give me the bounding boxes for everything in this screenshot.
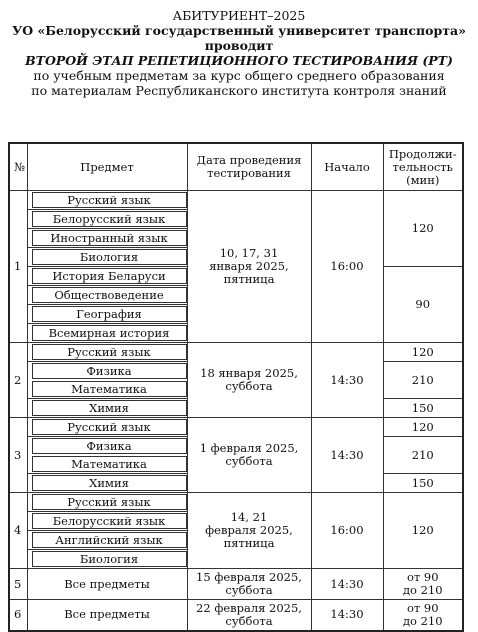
subject-cell — [27, 324, 187, 343]
subject-cell — [27, 286, 187, 305]
subject-cell — [27, 267, 187, 286]
subject-cell — [27, 493, 187, 512]
subject-label: Английский язык — [32, 532, 187, 548]
duration-cell: 120 — [383, 418, 463, 437]
subject-label: Русский язык — [32, 419, 187, 435]
subject-label: Математика — [32, 456, 187, 472]
schedule-frame — [8, 142, 462, 628]
date-line: 14, 21 — [230, 510, 268, 524]
duration-line: от 90 — [406, 600, 439, 615]
subject-cell — [27, 399, 187, 418]
duration-cell: 210 — [383, 362, 463, 399]
start-time-cell: 14:30 — [311, 600, 383, 631]
subject-label: Белорусский язык — [32, 513, 187, 529]
row-number: 5 — [9, 569, 27, 600]
subject-cell — [27, 474, 187, 493]
subject-label: Биология — [32, 551, 187, 567]
subject-label: Русский язык — [32, 344, 187, 360]
subject-label: Обществоведение — [32, 287, 187, 303]
table-row — [9, 569, 463, 600]
date-line: 18 января 2025, — [200, 366, 298, 380]
col-duration-header — [383, 143, 463, 191]
duration-line: от 90 — [406, 570, 439, 584]
subject-cell — [27, 531, 187, 550]
col-duration-header-line1: Продолжи- — [388, 146, 457, 161]
subject-cell — [27, 512, 187, 531]
header-title: АБИТУРИЕНТ–2025 — [172, 8, 306, 23]
row-number: 6 — [9, 600, 27, 631]
date-cell — [187, 343, 311, 418]
subject-label: Русский язык — [32, 192, 187, 208]
subject-label: Русский язык — [32, 494, 187, 510]
subject-label: География — [32, 306, 187, 322]
col-date-header-line1: Дата проведения — [196, 153, 302, 167]
subject-label: История Беларуси — [32, 268, 187, 284]
date-cell — [187, 418, 311, 493]
subject-label: Иностранный язык — [32, 230, 187, 246]
subject-label: Всемирная история — [32, 325, 187, 341]
subject-cell — [27, 362, 187, 399]
subject-cell — [27, 191, 187, 210]
date-cell — [187, 600, 311, 631]
col-date-header-line2: тестирования — [207, 166, 291, 180]
duration-cell: 120 — [383, 343, 463, 362]
date-cell — [187, 569, 311, 600]
header-scope: по учебным предметам за курс общего среднего образования — [33, 68, 445, 83]
subject-cell — [27, 343, 187, 362]
subject-cell: Все предметы — [27, 569, 187, 600]
schedule-table — [8, 142, 464, 632]
subject-label: Физика — [32, 438, 187, 454]
row-number: 3 — [9, 418, 27, 493]
row-number: 4 — [9, 493, 27, 569]
subject-cell — [27, 550, 187, 569]
table-row — [9, 600, 463, 631]
duration-cell: 120 — [383, 191, 463, 267]
subject-label: Биология — [32, 249, 187, 265]
date-line: 22 февраля 2025, — [196, 600, 302, 615]
date-line: пятница — [223, 536, 275, 550]
row-number: 2 — [9, 343, 27, 418]
col-subject-header: Предмет — [27, 143, 187, 191]
start-time-cell: 16:00 — [311, 493, 383, 569]
date-line: суббота — [225, 454, 273, 468]
date-line: суббота — [225, 379, 273, 393]
duration-cell: 150 — [383, 474, 463, 493]
subject-cell — [27, 437, 187, 474]
subject-cell — [27, 248, 187, 267]
col-num-header: № — [9, 143, 27, 191]
start-time-cell: 14:30 — [311, 343, 383, 418]
duration-cell — [383, 600, 463, 631]
date-cell — [187, 191, 311, 343]
announcement-header — [0, 8, 478, 98]
header-source: по материалам Республиканского института контроля знаний — [31, 83, 447, 98]
date-line: 15 февраля 2025, — [196, 570, 302, 584]
subject-label: Математика — [32, 381, 187, 397]
date-line: 1 февраля 2025, — [199, 441, 299, 455]
duration-cell: 210 — [383, 437, 463, 474]
start-time-cell: 14:30 — [311, 569, 383, 600]
table-row — [9, 418, 463, 437]
date-line: суббота — [225, 613, 273, 628]
date-line: февраля 2025, — [205, 523, 293, 537]
duration-cell: 150 — [383, 399, 463, 418]
table-row — [9, 493, 463, 512]
start-time-cell: 16:00 — [311, 191, 383, 343]
table-header-row — [9, 143, 463, 191]
header-event: ВТОРОЙ ЭТАП РЕПЕТИЦИОННОГО ТЕСТИРОВАНИЯ (РТ) — [25, 53, 453, 68]
col-start-header: Начало — [311, 143, 383, 191]
subject-cell — [27, 305, 187, 324]
row-number: 1 — [9, 191, 27, 343]
duration-line: до 210 — [402, 583, 443, 597]
duration-cell — [383, 569, 463, 600]
col-duration-header-line2: тельность — [392, 159, 453, 174]
duration-cell: 90 — [383, 267, 463, 343]
date-line: 10, 17, 31 — [219, 246, 279, 260]
date-line: января 2025, — [209, 259, 289, 273]
table-row — [9, 191, 463, 210]
duration-cell: 120 — [383, 493, 463, 569]
subject-cell: Все предметы — [27, 600, 187, 631]
duration-line: до 210 — [402, 613, 443, 628]
col-date-header — [187, 143, 311, 191]
subject-label: Химия — [32, 400, 187, 416]
start-time-cell: 14:30 — [311, 418, 383, 493]
subject-cell — [27, 210, 187, 229]
table-row — [9, 343, 463, 362]
col-duration-header-line3: (мин) — [406, 172, 440, 187]
header-conducts: проводит — [204, 38, 274, 53]
subject-label: Химия — [32, 475, 187, 491]
subject-cell — [27, 418, 187, 437]
subject-label: Физика — [32, 363, 187, 379]
subject-cell — [27, 229, 187, 248]
date-line: пятница — [223, 272, 275, 286]
subject-label: Белорусский язык — [32, 211, 187, 227]
date-line: суббота — [225, 583, 273, 597]
header-university: УО «Белорусский государственный университет транспорта» — [12, 23, 466, 38]
date-cell — [187, 493, 311, 569]
